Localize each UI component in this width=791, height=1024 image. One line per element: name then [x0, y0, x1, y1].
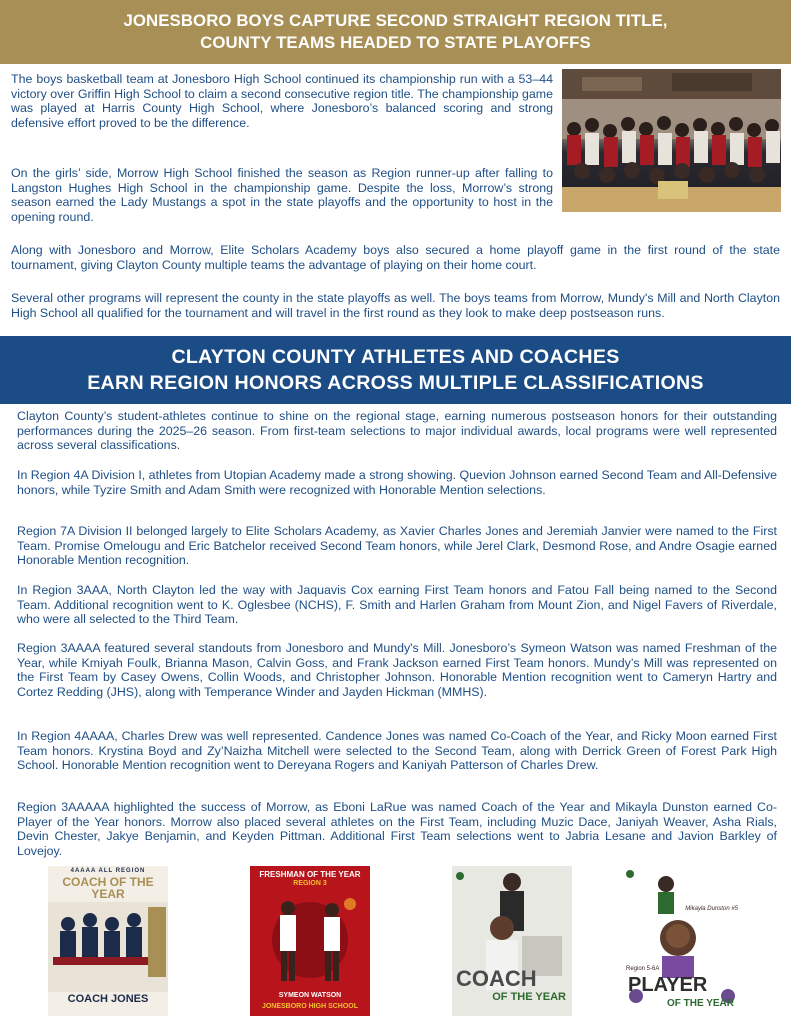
poster-title: COACH OF THE YEAR — [62, 875, 154, 901]
poster-region: Region 5-6A — [626, 966, 660, 972]
poster-player-name: Mikayla Dunston #5 — [685, 906, 738, 912]
team-photo-illustration — [562, 69, 781, 212]
article-paragraph: On the girls’ side, Morrow High School finished the season as Region runner-up after falling to Langston Hughes High School in the championship game. Despite the loss, Morrow’s strong season earned the Lady Mustangs a spot in the state playoffs and the opportunity to host in the opening round. — [11, 166, 553, 224]
morrow-coach-of-the-year-poster — [452, 866, 572, 1016]
team-celebration-photo — [562, 69, 781, 212]
article-paragraph: The boys basketball team at Jonesboro High School continued its championship run with a 53–44 victory over Griffin High School to claim a second consecutive region title. The championship game was played at Harris County High School, where Jonesboro’s balanced scoring and strong defensive effort proved to be the difference. — [11, 72, 553, 130]
section-banner — [0, 336, 791, 404]
poster-big-word: COACH — [456, 966, 537, 991]
poster-subtitle: OF THE YEAR — [666, 998, 734, 1009]
coach-team-illustration — [48, 902, 168, 992]
poster-player-name: SYMEON WATSON — [278, 992, 342, 999]
article-paragraph: Several other programs will represent the county in the state playoffs as well. The boys teams from Morrow, Mundy's Mill and North Clayton High School all qualified for the tournament and will travel in the first round as they look to make deep postseason runs. — [11, 291, 780, 320]
honors-paragraph: In Region 3AAA, North Clayton led the way with Jaquavis Cox earning First Team honors and Fatou Fall being named to the Second Team. Additional recognition went to K. Oglesbee (NCHS), F. Smith and Harlen Graham from Mount Zion, and Nigel Favers of Riverdale, who were all selected to the Third Team. — [17, 583, 777, 626]
poster-region: REGION 3 — [293, 880, 327, 887]
headline-line-1: JONESBORO BOYS CAPTURE SECOND STRAIGHT REGION TITLE, — [123, 11, 668, 30]
poster-big-word: PLAYER — [628, 974, 708, 996]
section-banner-line-2: EARN REGION HONORS ACROSS MULTIPLE CLASSIFICATIONS — [87, 372, 704, 394]
article-paragraph: Along with Jonesboro and Morrow, Elite Scholars Academy boys also secured a home playoff game in the first round of the state tournament, giving Clayton County multiple teams the advantage of playing on their home court. — [11, 243, 780, 272]
poster-coach-name: COACH JONES — [67, 993, 149, 1005]
section-banner-line-1: CLAYTON COUNTY ATHLETES AND COACHES — [171, 346, 620, 368]
poster-school: JONESBORO HIGH SCHOOL — [261, 1003, 359, 1010]
honors-paragraph: Region 3AAAAA highlighted the success of Morrow, as Eboni LaRue was named Coach of the Year and Mikayla Dunston earned Co-Player of the Year honors. Morrow also placed several athletes on the First Team, including Muzic Dace, Janiyah Weaver, Asha Rials, Devin Chester, Jakye Benjamin, and Keyden Pittman. Additional First Team selections went to Jabria Lesane and Javion Barkley of Lovejoy. — [17, 800, 777, 858]
poster-subtitle: OF THE YEAR — [492, 991, 566, 1003]
poster-region-label: 4AAAA ALL REGION — [70, 868, 146, 874]
honors-paragraph: Region 3AAAA featured several standouts from Jonesboro and Mundy's Mill. Jonesboro’s Symeon Watson was named Freshman of the Year, while Kmiyah Foulk, Brianna Mason, Calvin Goss, and Frank Jackson earned First Team honors. Mundy’s Mill was represented on the First Team by Casey Owens, Collin Woods, and Christopher Johnson. Honorable Mention recognition went to Cameryn Hartry and Cortez Redding (JHS), along with Temperance Winder and Jayden Hickman (MMHS). — [17, 641, 777, 699]
poster-title: FRESHMAN OF THE YEAR — [259, 870, 361, 879]
honors-paragraph: Region 7A Division II belonged largely to Elite Scholars Academy, as Xavier Charles Jones and Jeremiah Janvier were named to the First Team. Promise Omelougu and Eric Batchelor received Second Team honors, while Jerel Clark, Desmond Rose, and Andre Osagie earned Honorable Mention recognition. — [17, 524, 777, 567]
player-of-the-year-poster — [622, 866, 742, 1016]
headline-banner — [0, 0, 791, 64]
coach-of-the-year-poster — [48, 866, 168, 1016]
freshman-of-the-year-poster — [250, 866, 370, 1016]
honors-paragraph: In Region 4AAAA, Charles Drew was well represented. Candence Jones was named Co-Coach of the Year, and Ricky Moon earned First Team honors. Krystina Boyd and Zy’Naizha Mitchell were selected to the Second Team, along with Derrick Green of Forest Park High School. Honorable Mention recognition went to Dereyana Rogers and Kaniyah Patterson of Charles Drew. — [17, 729, 777, 772]
honors-paragraph: In Region 4A Division I, athletes from Utopian Academy made a strong showing. Quevion Johnson earned Second Team and All-Defensive honors, while Tyzire Smith and Adam Smith were recognized with Honorable Mention selections. — [17, 468, 777, 497]
honors-paragraph: Clayton County’s student-athletes continue to shine on the regional stage, earning numerous postseason honors for their outstanding performances during the 2025–26 season. From first-team selections to major individual awards, local programs were well represented across several classifications. — [17, 409, 777, 452]
player-illustration — [250, 892, 370, 990]
headline-line-2: COUNTY TEAMS HEADED TO STATE PLAYOFFS — [200, 33, 591, 52]
